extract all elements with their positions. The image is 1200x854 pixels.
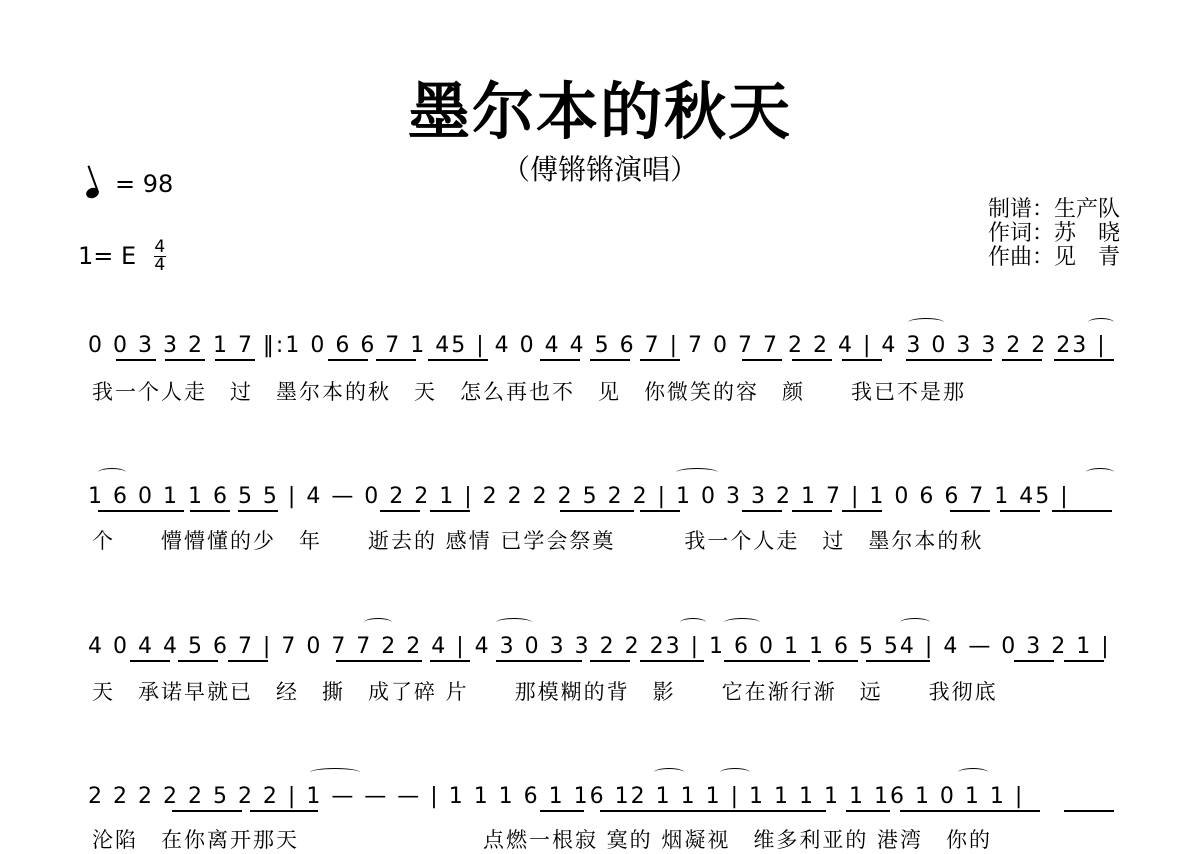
beam: [250, 810, 318, 812]
beam: [842, 359, 882, 361]
tie-arc: [676, 468, 718, 477]
beam: [215, 359, 255, 361]
beam: [430, 510, 470, 512]
lyrics-line-3: 天 承诺早就已 经 撕 成了碎 片 那模糊的背 影 它在渐行渐 远 我彻底: [92, 680, 998, 704]
quarter-note-icon: [85, 186, 101, 200]
beam: [540, 359, 580, 361]
beam: [336, 660, 422, 662]
tempo-value: = 98: [115, 170, 174, 198]
beam: [130, 660, 170, 662]
beam: [600, 810, 826, 812]
tie-arc: [900, 618, 930, 627]
tie-arc: [720, 768, 750, 777]
beam: [98, 510, 184, 512]
beam: [1064, 660, 1104, 662]
beam: [178, 660, 218, 662]
beam: [238, 510, 278, 512]
tie-arc: [310, 768, 360, 777]
time-signature-bottom: 4: [154, 255, 166, 275]
beam: [1000, 510, 1040, 512]
beam: [328, 359, 368, 361]
tie-arc: [958, 768, 988, 777]
key-signature: [78, 237, 166, 275]
beam: [1052, 510, 1112, 512]
beam: [496, 660, 582, 662]
lyrics-line-4: 沦陷 在你离开那天 点燃一根寂 寞的 烟凝视 维多利亚的 港湾 你的: [92, 828, 993, 852]
beam: [1014, 660, 1054, 662]
beam: [1002, 359, 1042, 361]
tie-arc: [1086, 468, 1114, 477]
beam: [190, 510, 230, 512]
beam: [1054, 359, 1114, 361]
tie-arc: [98, 468, 126, 477]
credit-music: 作曲：见 青: [987, 245, 1120, 270]
tie-arc: [680, 618, 706, 627]
tie-arc: [364, 618, 392, 627]
tie-arc: [908, 318, 944, 327]
beam: [376, 359, 416, 361]
tie-arc: [654, 768, 684, 777]
page-title: 墨尔本的秋天: [407, 75, 792, 148]
beam: [906, 359, 992, 361]
beam: [724, 660, 810, 662]
performer-subtitle: （傅锵锵演唱）: [501, 153, 698, 186]
notation-line-1: 0 0 3 3 2 1 7 ‖:1 0 6 6 7 1 45 | 4 0 4 4 5 6 7 | 7 0 7 7 2 2 4 | 4 3 0 3 3 2 2 23 |: [88, 333, 1107, 358]
tie-arc: [1088, 318, 1114, 327]
notation-line-3: 4 0 4 4 5 6 7 | 7 0 7 7 2 2 4 | 4 3 0 3 3 2 2 23 | 1 6 0 1 1 6 5 54 | 4 — 0 3 2 1 |: [88, 634, 1111, 659]
notation-line-2: 1 6 0 1 1 6 5 5 | 4 — 0 2 2 1 | 2 2 2 2 5 2 2 | 1 0 3 3 2 1 7 | 1 0 6 6 7 1 45 |: [88, 484, 1070, 509]
tempo-marking: [86, 170, 173, 198]
beam: [842, 510, 882, 512]
credits-block: [988, 198, 1120, 270]
beam: [900, 810, 1040, 812]
tie-arc: [496, 618, 532, 627]
beam: [640, 359, 680, 361]
tie-arc: [724, 618, 760, 627]
beam: [116, 359, 156, 361]
beam: [590, 359, 630, 361]
beam: [1064, 810, 1114, 812]
beam: [540, 810, 584, 812]
beam: [866, 660, 930, 662]
beam: [228, 660, 268, 662]
lyrics-line-2: 个 懵懵懂的少 年 逝去的 感情 已学会祭奠 我一个人走 过 墨尔本的秋: [92, 529, 984, 553]
beam: [165, 359, 205, 361]
beam: [560, 510, 634, 512]
beam: [380, 510, 420, 512]
beam: [742, 510, 782, 512]
beam: [818, 660, 858, 662]
beam: [428, 359, 488, 361]
time-signature: [154, 237, 166, 275]
beam: [792, 510, 832, 512]
lyrics-line-1: 我一个人走 过 墨尔本的秋 天 怎么再也不 见 你微笑的容 颜 我已不是那: [92, 380, 966, 404]
beam: [950, 510, 990, 512]
beam: [742, 359, 782, 361]
time-signature-top: 4: [154, 237, 166, 257]
beam: [640, 510, 680, 512]
notation-line-4: 2 2 2 2 2 5 2 2 | 1 — — — | 1 1 1 6 1 16 12 1 1 1 | 1 1 1 1 1 16 1 0 1 1 |: [88, 784, 1025, 809]
beam: [590, 660, 630, 662]
beam: [172, 810, 242, 812]
credit-lyrics: 作词：苏 晓: [987, 221, 1120, 246]
credit-score: 制谱：生产队: [987, 197, 1120, 222]
beam: [430, 660, 470, 662]
beam: [846, 810, 890, 812]
beam: [640, 660, 704, 662]
key-label: 1= E: [78, 242, 137, 270]
beam: [792, 359, 832, 361]
